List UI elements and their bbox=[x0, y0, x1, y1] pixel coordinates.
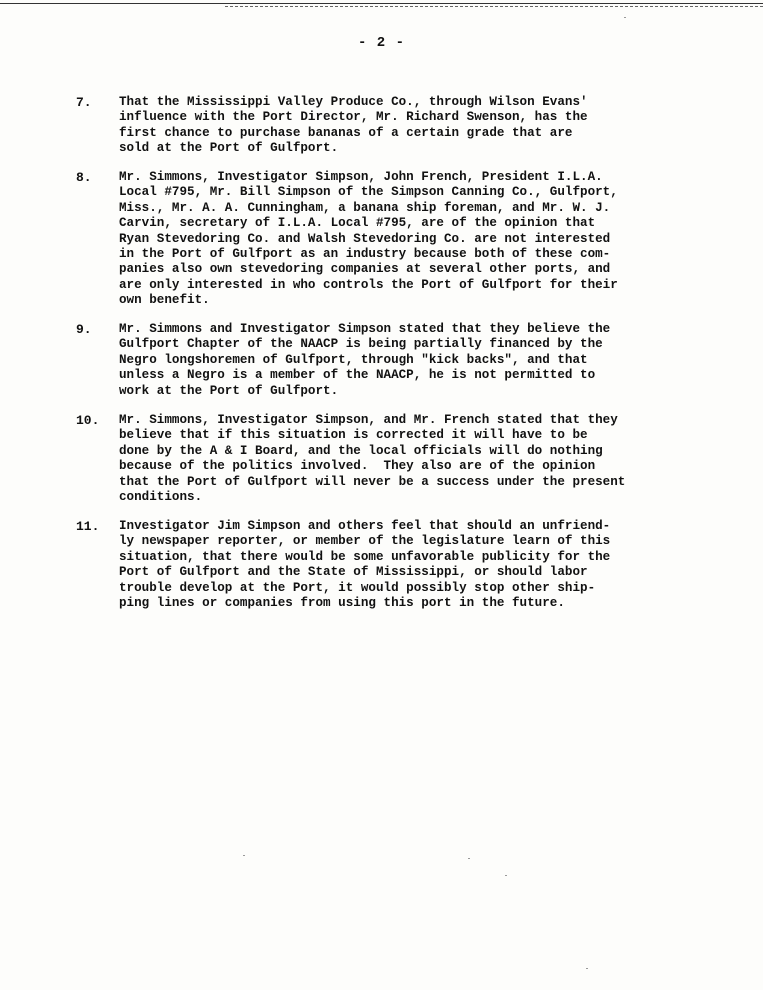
text-line: believe that if this situation is corrected it will have to be bbox=[119, 428, 588, 443]
text-line: work at the Port of Gulfport. bbox=[119, 383, 339, 398]
text-line: Mr. Simmons, Investigator Simpson, John French, President I.L.A. bbox=[119, 170, 603, 184]
text-line: Local #795, Mr. Bill Simpson of the Simpson Canning Co., Gulfport, bbox=[119, 185, 618, 200]
scan-speck bbox=[624, 17, 626, 18]
scan-speck bbox=[243, 855, 245, 856]
text-line: situation, that there would be some unfavorable publicity for the bbox=[119, 549, 611, 564]
text-line: Mr. Simmons and Investigator Simpson stated that they believe the bbox=[119, 322, 611, 336]
paragraph-number: 8. bbox=[76, 170, 92, 185]
paragraph-number: 11. bbox=[76, 519, 100, 534]
text-line: Gulfport Chapter of the NAACP is being partially financed by the bbox=[119, 337, 603, 352]
paragraph-text bbox=[119, 170, 724, 309]
text-line: trouble develop at the Port, it would possibly stop other ship- bbox=[119, 580, 596, 595]
text-line: own benefit. bbox=[119, 293, 210, 308]
text-line: that the Port of Gulfport will never be a success under the present bbox=[119, 474, 626, 489]
text-line: Mr. Simmons, Investigator Simpson, and Mr. French stated that they bbox=[119, 413, 618, 427]
text-line: first chance to purchase bananas of a certain grade that are bbox=[119, 125, 573, 140]
text-line: because of the politics involved. They also are of the opinion bbox=[119, 459, 596, 474]
text-line: ping lines or companies from using this port in the future. bbox=[119, 596, 565, 611]
page-number: - 2 - bbox=[357, 35, 405, 51]
scan-speck bbox=[586, 968, 588, 969]
text-line: Port of Gulfport and the State of Mississippi, or should labor bbox=[119, 565, 588, 580]
text-line: sold at the Port of Gulfport. bbox=[119, 141, 339, 156]
text-line: Carvin, secretary of I.L.A. Local #795, are of the opinion that bbox=[119, 216, 596, 231]
paragraph-number: 7. bbox=[76, 95, 92, 110]
text-line: ly newspaper reporter, or member of the legislature learn of this bbox=[119, 534, 611, 549]
text-line: Miss., Mr. A. A. Cunningham, a banana ship foreman, and Mr. W. J. bbox=[119, 200, 611, 215]
text-line: Ryan Stevedoring Co. and Walsh Stevedoring Co. are not interested bbox=[119, 231, 611, 246]
text-line: panies also own stevedoring companies at several other ports, and bbox=[119, 262, 611, 277]
paragraph-text bbox=[119, 322, 724, 399]
text-line: Investigator Jim Simpson and others feel that should an unfriend- bbox=[119, 519, 611, 533]
scan-speck bbox=[468, 858, 470, 859]
paragraph-text bbox=[119, 519, 724, 611]
paragraph-number: 10. bbox=[76, 413, 100, 428]
text-line: in the Port of Gulfport as an industry because both of these com- bbox=[119, 247, 611, 262]
paragraph-text bbox=[119, 413, 724, 505]
scan-speck bbox=[505, 875, 507, 876]
text-line: Negro longshoremen of Gulfport, through "kick backs", and that bbox=[119, 352, 588, 367]
top-border-line bbox=[0, 3, 763, 4]
text-line: are only interested in who controls the Port of Gulfport for their bbox=[119, 277, 618, 292]
text-line: unless a Negro is a member of the NAACP, he is not permitted to bbox=[119, 368, 596, 383]
top-border-dashed-line bbox=[225, 6, 763, 7]
text-line: That the Mississippi Valley Produce Co., through Wilson Evans' bbox=[119, 95, 588, 109]
text-line: influence with the Port Director, Mr. Richard Swenson, has the bbox=[119, 110, 588, 125]
text-line: conditions. bbox=[119, 490, 203, 505]
text-line: done by the A & I Board, and the local officials will do nothing bbox=[119, 443, 603, 458]
paragraph-number: 9. bbox=[76, 322, 92, 337]
paragraph-text bbox=[119, 95, 724, 157]
